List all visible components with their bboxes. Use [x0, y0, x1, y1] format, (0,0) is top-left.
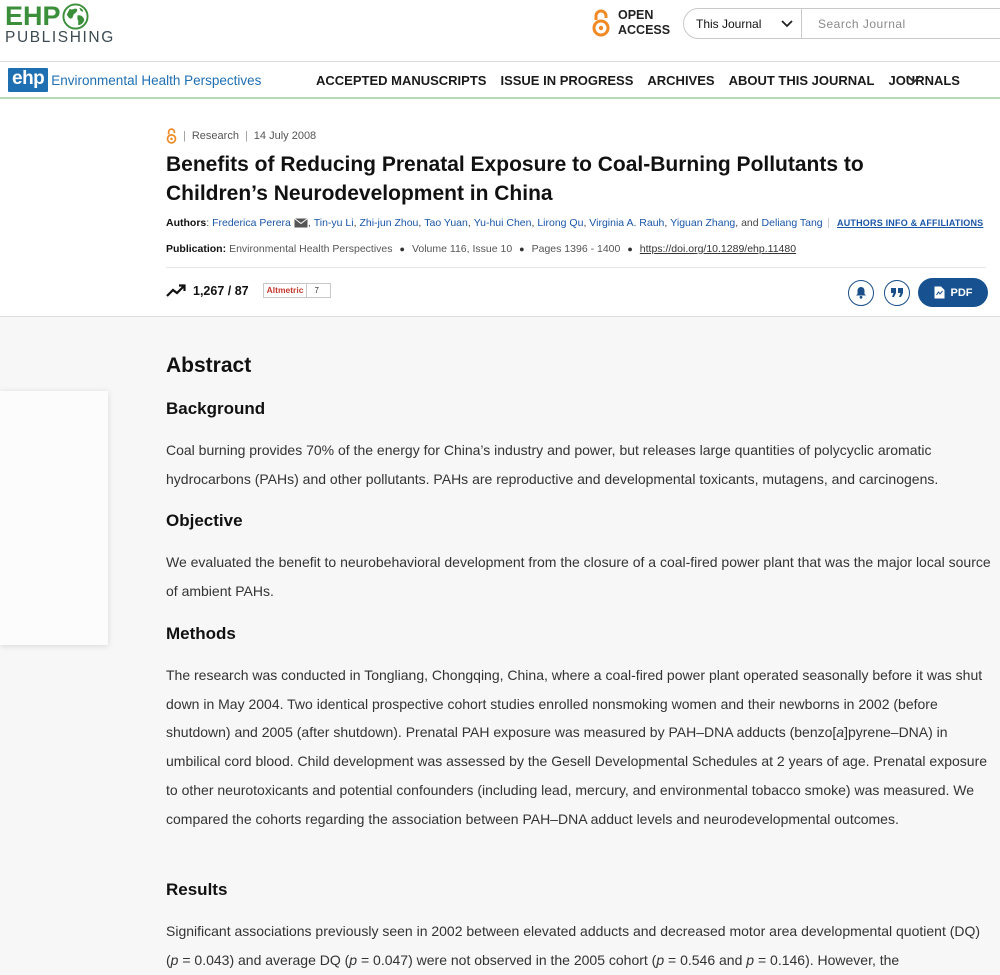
authors-affiliations-link[interactable]: AUTHORS INFO & AFFILIATIONS — [828, 218, 983, 228]
author-link[interactable]: Virginia A. Rauh — [589, 217, 665, 229]
objective-text: We evaluated the benefit to neurobehavioral development from the closure of a coal-fired power plant that was the major local source of ambient PAHs. — [166, 554, 991, 599]
journal-logo-text: Environmental Health Perspectives — [51, 72, 262, 88]
nav-archives[interactable]: ARCHIVES — [647, 73, 715, 88]
altmetric-label: Altmetric — [266, 285, 304, 295]
divider — [166, 267, 986, 268]
open-access-line1: OPEN — [618, 8, 654, 22]
article-metrics — [166, 283, 331, 298]
results-heading: Results — [166, 880, 228, 899]
background-text: Coal burning provides 70% of the energy for China’s industry and power, but releases large quantities of polycyclic aromatic hydrocarbons (PAHs) and other pollutants. PAHs are reproductive and developmental toxicants, mutagens, and carcinogens. — [166, 442, 939, 487]
author-link[interactable]: Deliang Tang — [761, 217, 823, 229]
methods-heading: Methods — [166, 624, 236, 643]
globe-icon — [62, 3, 89, 30]
journals-chevron-down-icon[interactable] — [907, 75, 921, 84]
altmetric-badge[interactable] — [263, 283, 331, 298]
authors-and: and — [741, 217, 759, 229]
results-text: Significant associations previously seen in 2002 between elevated adducts and decreased motor area developmental quotient (DQ) (p = 0.043) and average DQ (p = 0.047) were not observed in the 2005 cohort (p = 0.546 and p = 0.146). However, the — [166, 923, 981, 968]
pdf-label: PDF — [950, 286, 973, 299]
pdf-file-icon — [934, 286, 945, 299]
search-bar — [683, 8, 1000, 39]
article-tools — [848, 278, 988, 307]
author-link[interactable]: Yiguan Zhang — [670, 217, 736, 229]
methods-text: The research was conducted in Tongliang, Chongqing, China, where a coal-fired power plant operated seasonally before it was shut down in May 2004. Two identical prospective cohort studies enrolled nonsmoking women and their newborns in 2002 (before shutdown) and 2005 (after shutdown). Prenatal PAH exposure was measured by PAH–DNA adducts (benzo[a]pyrene–DNA) in umbilical cord blood. Child development was assessed by the Gesell Developmental Schedules at 2 years of age. Prenatal exposure to other neurotoxicants and potential confounders (including lead, mercury, and environmental tobacco smoke) was measured. We compared the cohorts regarding the association between PAH–DNA adduct levels and neurodevelopmental outcomes. — [166, 667, 988, 827]
alert-button[interactable] — [848, 280, 874, 306]
article-date: 14 July 2008 — [253, 130, 317, 142]
journal-nav — [0, 61, 1000, 99]
altmetric-score: 7 — [314, 286, 319, 295]
nav-journals[interactable]: JOURNALS — [888, 73, 960, 88]
metrics-count[interactable]: 1,267 / 87 — [193, 283, 249, 298]
open-access-badge — [592, 8, 670, 38]
author-link[interactable]: Tao Yuan — [424, 217, 468, 229]
article-type: Research — [191, 130, 239, 142]
objective-heading: Objective — [166, 511, 243, 530]
search-scope-select[interactable] — [684, 9, 802, 38]
search-input[interactable] — [816, 16, 1000, 32]
brand-bottom-text: PUBLISHING — [5, 29, 115, 46]
trending-up-icon — [166, 284, 186, 297]
article-body — [0, 317, 1000, 975]
author-link[interactable]: Zhi-jun Zhou — [359, 217, 419, 229]
publication-label: Publication — [166, 243, 223, 255]
article-meta: | Research | 14 July 2008 — [166, 128, 316, 144]
side-panel — [0, 391, 108, 645]
publication-line: Publication: Environmental Health Perspectives ● Volume 116, Issue 10 ● Pages 1396 - 1400 ● https://doi.org/10.1289/ehp.11480 — [166, 243, 797, 255]
author-link[interactable]: Lirong Qu — [537, 217, 584, 229]
journal-logo-mark: ehp — [8, 68, 48, 92]
author-link[interactable]: Yu-hui Chen — [473, 217, 532, 229]
nav-accepted-manuscripts[interactable]: ACCEPTED MANUSCRIPTS — [316, 73, 487, 88]
doi-link[interactable]: https://doi.org/10.1289/ehp.11480 — [639, 243, 797, 255]
pages: Pages 1396 - 1400 — [531, 243, 621, 255]
pdf-button[interactable] — [918, 278, 988, 307]
article-title: Benefits of Reducing Prenatal Exposure to Coal-Burning Pollutants to Children’s Neurodevelopment in China — [166, 153, 864, 205]
authors-label: Authors — [166, 217, 207, 229]
ehp-journal-logo[interactable] — [8, 68, 261, 92]
search-scope-value: This Journal — [696, 16, 762, 31]
email-icon[interactable] — [294, 218, 308, 228]
article-header — [0, 100, 1000, 317]
bell-icon — [855, 286, 867, 299]
volume-issue: Volume 116, Issue 10 — [411, 243, 513, 255]
chevron-down-icon — [781, 20, 793, 28]
cite-button[interactable] — [884, 280, 910, 306]
authors-line: Authors : Frederica Perera , Tin-yu Li , Zhi-jun Zhou , Tao Yuan , Yu-hui Chen , Lirong Qu , Virginia A. Rauh , Yiguan Zhang , and Deliang Tang — [166, 217, 823, 229]
open-access-lock-icon — [592, 9, 610, 37]
nav-issue-in-progress[interactable]: ISSUE IN PROGRESS — [500, 73, 634, 88]
abstract-heading: Abstract — [166, 354, 252, 377]
journal-name: Environmental Health Perspectives — [229, 243, 393, 255]
background-heading: Background — [166, 399, 266, 418]
site-header — [0, 0, 1000, 60]
open-access-icon — [166, 128, 177, 144]
nav-about-this-journal[interactable]: ABOUT THIS JOURNAL — [728, 73, 875, 88]
quote-icon — [890, 287, 904, 298]
author-link[interactable]: Frederica Perera — [212, 217, 291, 229]
brand-top-text: EHP — [5, 1, 61, 31]
ehp-publishing-logo[interactable] — [5, 2, 115, 46]
open-access-line2: ACCESS — [618, 23, 671, 37]
author-link[interactable]: Tin-yu Li — [313, 217, 354, 229]
